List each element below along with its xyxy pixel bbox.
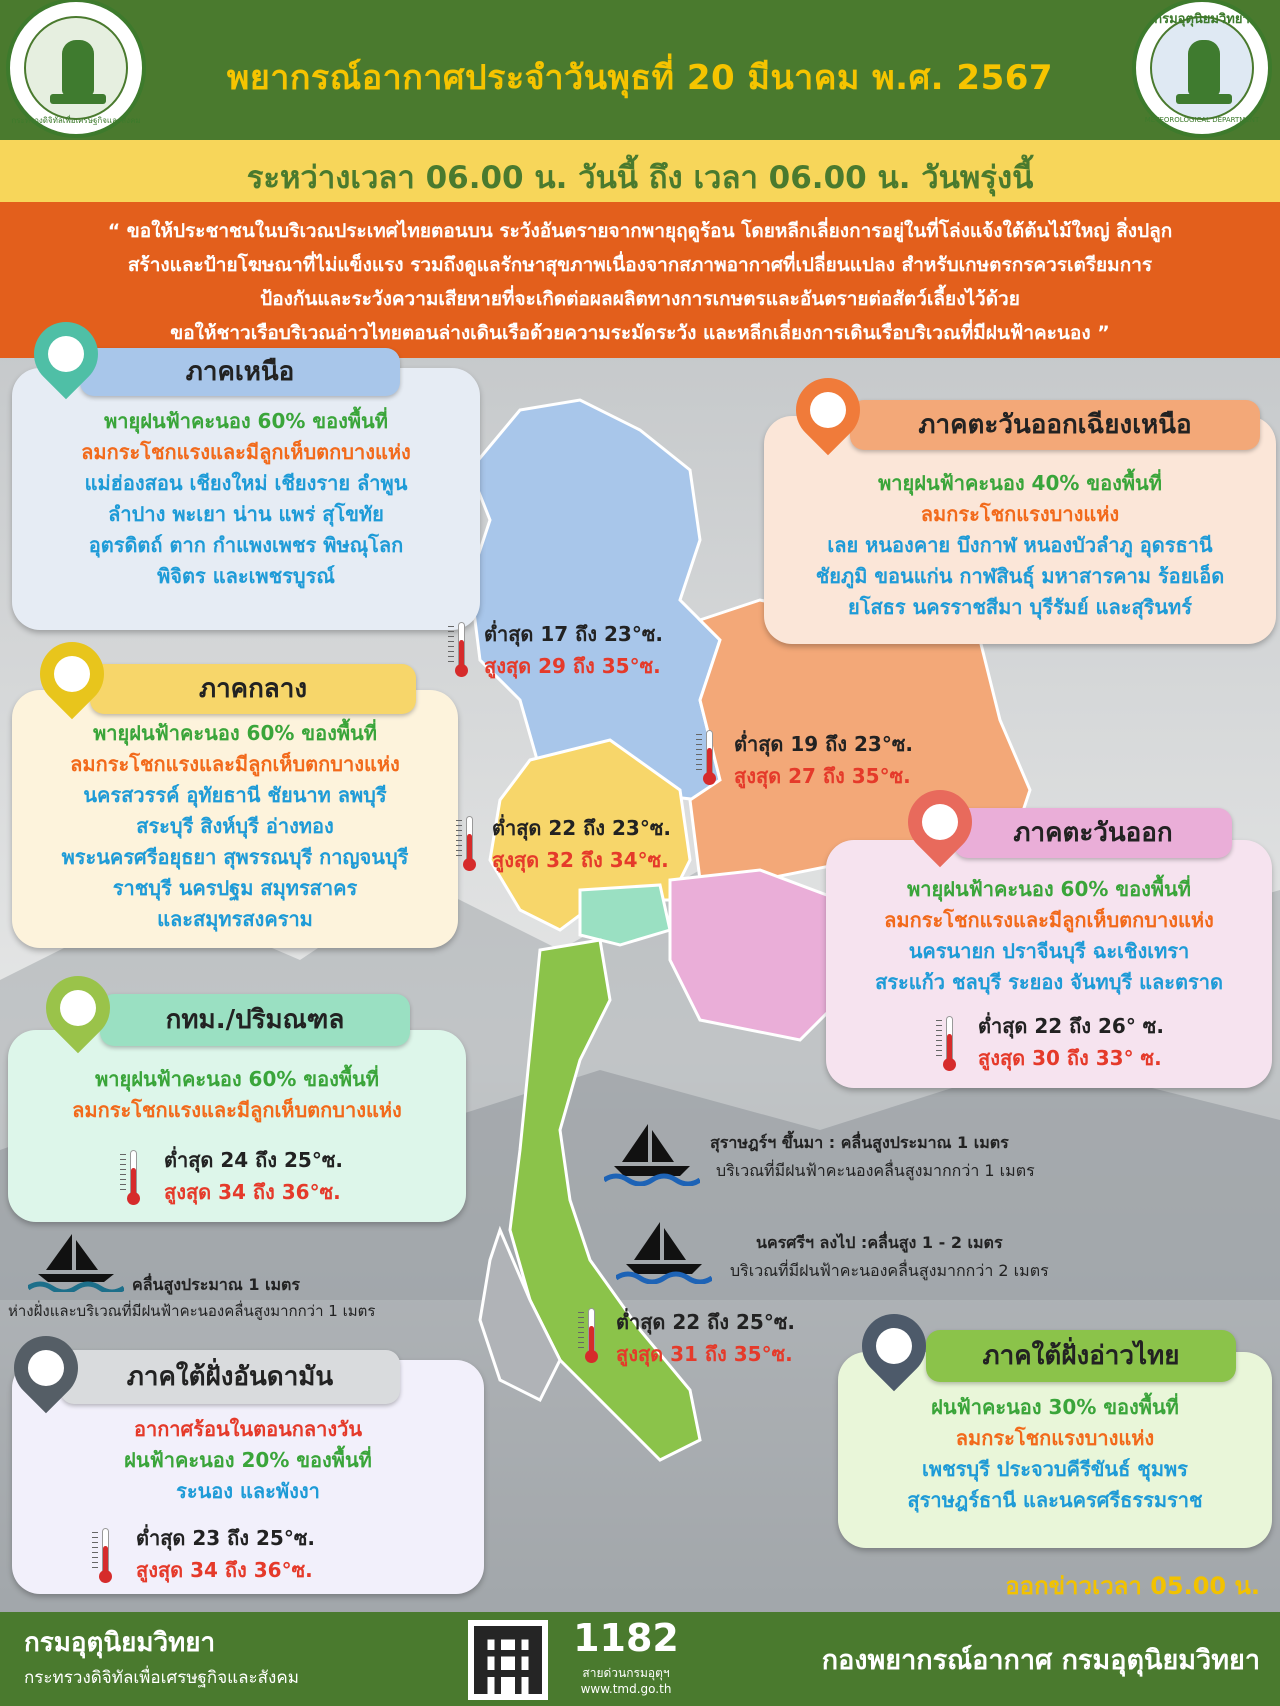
east-temp-min: ต่ำสุด 22 ถึง 26° ซ. (978, 1014, 1164, 1038)
thermometer-icon (454, 622, 468, 680)
thermometer-icon (462, 816, 476, 874)
thermometer-icon (584, 1308, 598, 1366)
central-temp-min: ต่ำสุด 22 ถึง 23°ซ. (492, 816, 672, 840)
north-provinces-2: ลำปาง พะเยา น่าน แพร่ สุโขทัย (108, 502, 384, 526)
central-title: ภาคกลาง (90, 664, 416, 714)
warning-banner (0, 202, 1280, 358)
east-provinces-2: สระแก้ว ชลบุรี ระยอง จันทบุรี และตราด (875, 970, 1223, 994)
tmd-logo-subtext: METEOROLOGICAL DEPARTMENT (1144, 116, 1260, 124)
northeast-provinces-1: เลย หนองคาย บึงกาฬ หนองบัวลำภู อุดรธานี (827, 533, 1213, 557)
thermometer-icon (126, 1150, 140, 1208)
andaman-wave: คลื่นสูงประมาณ 1 เมตร (132, 1275, 301, 1294)
northeast-temp-min: ต่ำสุด 19 ถึง 23°ซ. (734, 732, 914, 756)
ministry-logo-text: กระทรวงดิจิทัลเพื่อเศรษฐกิจและสังคม (11, 116, 141, 125)
northeast-provinces-3: ยโสธร นครราชสีมา บุรีรัมย์ และสุรินทร์ (848, 595, 1192, 619)
central-provinces-5: และสมุทรสงคราม (157, 907, 313, 931)
sailboat-icon (28, 1232, 124, 1292)
thermometer-icon (702, 730, 716, 788)
warning-line-1: “ ขอให้ประชาชนในบริเวณประเทศไทยตอนบน ระวังอันตรายจากพายุฤดูร้อน โดยหลีกเลี่ยงการอยู่ในที่โล่งแจ้งใต้ต้นไม้ใหญ่ สิ่งปลูก (107, 220, 1173, 242)
bangkok-rain: พายุฝนฟ้าคะนอง 60% ของพื้นที่ (95, 1067, 379, 1091)
east-temp-max: สูงสุด 30 ถึง 33° ซ. (978, 1046, 1162, 1070)
gulf-temp-max: สูงสุด 31 ถึง 35°ซ. (616, 1342, 793, 1366)
andaman-rain: ฝนฟ้าคะนอง 20% ของพื้นที่ (124, 1448, 372, 1472)
footer-bar (0, 1612, 1280, 1706)
north-provinces-3: อุตรดิตถ์ ตาก กำแพงเพชร พิษณุโลก (88, 533, 404, 557)
panel-north (12, 368, 480, 630)
andaman-provinces: ระนอง และพังงา (176, 1479, 320, 1503)
page-title: พยากรณ์อากาศประจำวันพุธที่ 20 มีนาคม พ.ศ. 2567 (226, 58, 1054, 98)
bangkok-wind: ลมกระโชกแรงและมีลูกเห็บตกบางแห่ง (72, 1098, 402, 1122)
east-title: ภาคตะวันออก (954, 808, 1232, 858)
thermometer-icon (942, 1016, 956, 1074)
northeast-rain: พายุฝนฟ้าคะนอง 40% ของพื้นที่ (878, 471, 1162, 495)
central-provinces-2: สระบุรี สิงห์บุรี อ่างทอง (136, 814, 334, 838)
northeast-title: ภาคตะวันออกเฉียงเหนือ (850, 400, 1260, 450)
andaman-temp-max: สูงสุด 34 ถึง 36°ซ. (136, 1558, 313, 1582)
central-provinces-1: นครสวรรค์ อุทัยธานี ชัยนาท ลพบุรี (83, 783, 387, 807)
warning-line-2: สร้างและป้ายโฆษณาที่ไม่แข็งแรง รวมถึงดูแลรักษาสุขภาพเนื่องจากสภาพอากาศที่เปลี่ยนแปลง สำหรับเกษตรกรควรเตรียมการ (127, 254, 1153, 276)
central-rain: พายุฝนฟ้าคะนอง 60% ของพื้นที่ (93, 721, 377, 745)
northeast-wind: ลมกระโชกแรงบางแห่ง (920, 502, 1120, 526)
thermometer-icon (98, 1528, 112, 1586)
east-provinces-1: นครนายก ปราจีนบุรี ฉะเชิงเทรา (908, 939, 1190, 963)
tmd-logo (1132, 0, 1272, 138)
northeast-provinces-2: ชัยภูมิ ขอนแก่น กาฬสินธุ์ มหาสารคาม ร้อยเอ็ด (815, 564, 1225, 588)
footer-hotline: 1182 (573, 1616, 679, 1660)
forecast-period: ระหว่างเวลา 06.00 น. วันนี้ ถึง เวลา 06.00 น. วันพรุ่งนี้ (246, 160, 1034, 196)
footer-website[interactable]: www.tmd.go.th (580, 1682, 672, 1696)
footer-division: กองพยากรณ์อากาศ กรมอุตุนิยมวิทยา (821, 1645, 1260, 1676)
gulf-wind: ลมกระโชกแรงบางแห่ง (955, 1426, 1155, 1450)
north-wind: ลมกระโชกแรงและมีลูกเห็บตกบางแห่ง (81, 440, 411, 464)
north-temp-max: สูงสุด 29 ถึง 35°ซ. (484, 654, 661, 678)
panel-east (826, 840, 1272, 1088)
gulf-provinces-2: สุราษฎร์ธานี และนครศรีธรรมราช (907, 1488, 1203, 1512)
east-rain: พายุฝนฟ้าคะนอง 60% ของพื้นที่ (907, 877, 1191, 901)
issued-time: ออกข่าวเวลา 05.00 น. (1005, 1572, 1260, 1600)
andaman-title: ภาคใต้ฝั่งอันดามัน (60, 1350, 400, 1404)
qr-code-icon[interactable] (468, 1620, 548, 1700)
central-provinces-4: ราชบุรี นครปฐม สมุทรสาคร (112, 876, 358, 900)
bangkok-temp-max: สูงสุด 34 ถึง 36°ซ. (164, 1180, 341, 1204)
northeast-temp-max: สูงสุด 27 ถึง 35°ซ. (734, 764, 911, 788)
north-title: ภาคเหนือ (80, 348, 400, 396)
panel-central (12, 690, 458, 948)
central-temp-max: สูงสุด 32 ถึง 34°ซ. (492, 848, 669, 872)
map-east (670, 870, 850, 1040)
footer-hotline-label: สายด่วนกรมอุตุฯ (582, 1666, 670, 1680)
tmd-logo-text: กรมอุตุนิยมวิทยา (1154, 12, 1250, 27)
sailboat-icon (604, 1120, 700, 1186)
bangkok-temp-min: ต่ำสุด 24 ถึง 25°ซ. (164, 1148, 344, 1172)
gulf-title: ภาคใต้ฝั่งอ่าวไทย (926, 1330, 1236, 1382)
north-temp-min: ต่ำสุด 17 ถึง 23°ซ. (484, 622, 664, 646)
footer-org: กรมอุตุนิยมวิทยา (24, 1628, 216, 1658)
gulf-provinces-1: เพชรบุรี ประจวบคีรีขันธ์ ชุมพร (922, 1457, 1188, 1481)
gulf-upper-wave-detail: บริเวณที่มีฝนฟ้าคะนองคลื่นสูงมากกว่า 1 เมตร (716, 1161, 1035, 1180)
gulf-rain: ฝนฟ้าคะนอง 30% ของพื้นที่ (931, 1395, 1179, 1419)
bangkok-title: กทม./ปริมณฑล (100, 994, 410, 1046)
gulf-lower-wave-detail: บริเวณที่มีฝนฟ้าคะนองคลื่นสูงมากกว่า 2 เมตร (730, 1261, 1049, 1280)
ministry-logo (6, 0, 146, 138)
panel-northeast (764, 416, 1276, 644)
warning-line-4: ขอให้ชาวเรือบริเวณอ่าวไทยตอนล่างเดินเรือด้วยความระมัดระวัง และหลีกเลี่ยงการเดินเรือบริเวณที่มีฝนฟ้าคะนอง ” (170, 322, 1110, 344)
andaman-temp-min: ต่ำสุด 23 ถึง 25°ซ. (136, 1526, 316, 1550)
andaman-note: อากาศร้อนในตอนกลางวัน (133, 1417, 363, 1441)
central-wind: ลมกระโชกแรงและมีลูกเห็บตกบางแห่ง (70, 752, 400, 776)
footer-ministry: กระทรวงดิจิทัลเพื่อเศรษฐกิจและสังคม (24, 1668, 299, 1688)
panel-bangkok (8, 1030, 466, 1222)
gulf-temp-min: ต่ำสุด 22 ถึง 25°ซ. (616, 1310, 796, 1334)
north-provinces-1: แม่ฮ่องสอน เชียงใหม่ เชียงราย ลำพูน (84, 471, 408, 495)
east-wind: ลมกระโชกแรงและมีลูกเห็บตกบางแห่ง (884, 908, 1214, 932)
andaman-wave-detail: ห่างฝั่งและบริเวณที่มีฝนฟ้าคะนองคลื่นสูงมากกว่า 1 เมตร (8, 1302, 376, 1320)
gulf-lower-wave: นครศรีฯ ลงไป :คลื่นสูง 1 - 2 เมตร (756, 1233, 1003, 1252)
north-rain: พายุฝนฟ้าคะนอง 60% ของพื้นที่ (104, 409, 388, 433)
gulf-upper-wave: สุราษฎร์ฯ ขึ้นมา : คลื่นสูงประมาณ 1 เมตร (710, 1133, 1009, 1152)
warning-line-3: ป้องกันและระวังความเสียหายที่จะเกิดต่อผลผลิตทางการเกษตรและอันตรายต่อสัตว์เลี้ยงไว้ด้วย (260, 288, 1020, 310)
sailboat-icon (616, 1218, 712, 1284)
central-provinces-3: พระนครศรีอยุธยา สุพรรณบุรี กาญจนบุรี (61, 845, 409, 869)
north-provinces-4: พิจิตร และเพชรบูรณ์ (157, 564, 335, 588)
